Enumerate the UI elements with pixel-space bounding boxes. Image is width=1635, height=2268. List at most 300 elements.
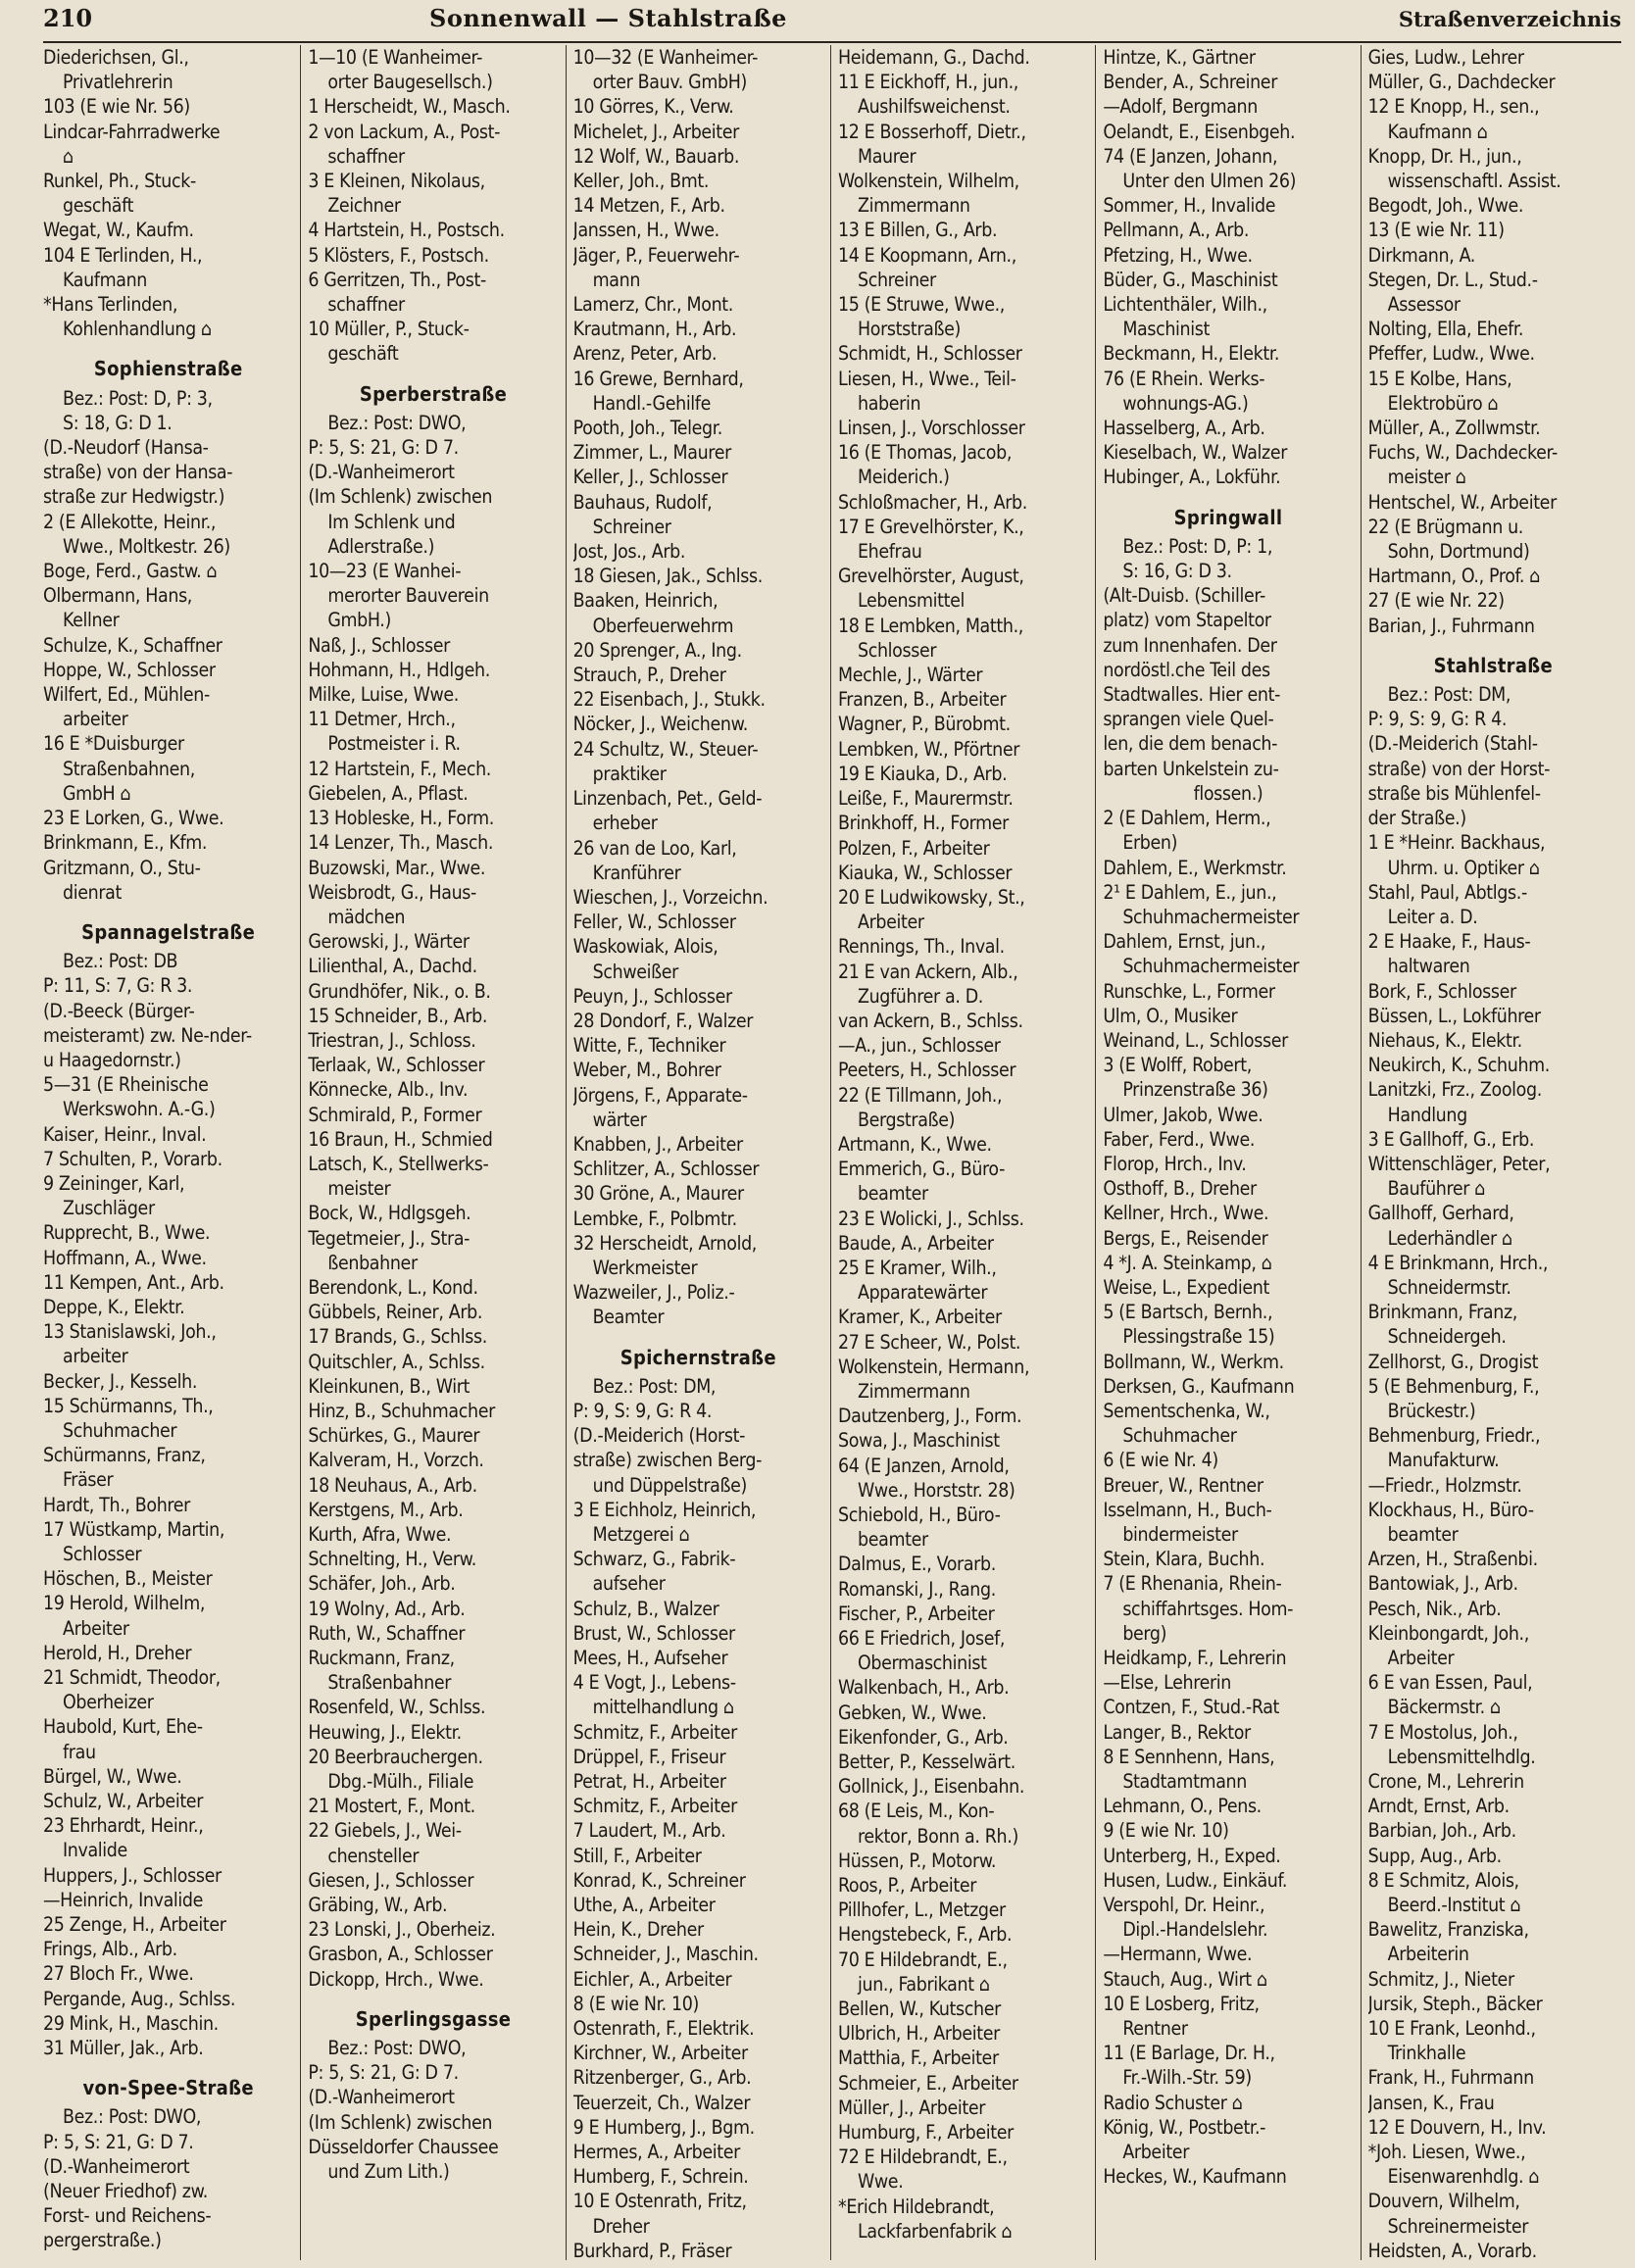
directory-entry: Eikenfonder, G., Arb. bbox=[837, 1725, 1009, 1749]
directory-entry: 19 E Kiauka, D., Arb. bbox=[837, 762, 1008, 785]
directory-entry: 19 Herold, Wilhelm, bbox=[43, 1592, 206, 1615]
directory-entry: 13 Stanislawski, Joh., bbox=[43, 1320, 217, 1344]
street-heading: Spannagelstraße bbox=[81, 919, 256, 944]
directory-entry: Boge, Ferd., Gastw. ⌂ bbox=[43, 560, 218, 583]
directory-entry: Deppe, K., Elektr. bbox=[43, 1295, 185, 1318]
directory-entry: 13 Hobleske, H., Form. bbox=[308, 807, 494, 830]
directory-entry: Bez.: Post: D, P: 3, bbox=[63, 386, 213, 410]
directory-entry: Gollnick, J., Eisenbahn. bbox=[837, 1775, 1025, 1799]
column-3 bbox=[567, 45, 831, 2260]
directory-entry: mädchen bbox=[327, 905, 406, 928]
directory-entry: 12 E Knopp, H., sen., bbox=[1367, 95, 1540, 119]
directory-entry: Humburg, F., Arbeiter bbox=[837, 2121, 1014, 2145]
directory-entry: Isselmann, H., Buch- bbox=[1103, 1498, 1272, 1521]
directory-entry: Bäckermstr. ⌂ bbox=[1387, 1696, 1501, 1719]
directory-entry: Heuwing, J., Elektr. bbox=[308, 1720, 462, 1744]
directory-entry: (D.-Wanheimerort bbox=[43, 2154, 190, 2178]
directory-entry: straße bis Mühlenfel- bbox=[1367, 781, 1541, 805]
directory-entry: Bellen, W., Kutscher bbox=[837, 1997, 1001, 2021]
directory-entry: Triestran, J., Schloss. bbox=[308, 1028, 476, 1052]
directory-entry: Hartmann, O., Prof. ⌂ bbox=[1367, 565, 1541, 588]
directory-entry: P: 9, S: 9, G: R 4. bbox=[572, 1399, 713, 1422]
directory-entry: Milke, Luise, Wwe. bbox=[308, 683, 459, 707]
directory-entry: Peuyn, J., Schlosser bbox=[572, 984, 732, 1008]
directory-entry: Kaufmann bbox=[63, 268, 147, 291]
directory-entry: 4 *J. A. Steinkamp, ⌂ bbox=[1103, 1251, 1272, 1274]
directory-entry: Lichtenthäler, Wilh., bbox=[1103, 293, 1267, 317]
directory-entry: schiffahrtsges. Hom- bbox=[1122, 1597, 1294, 1620]
directory-entry: Düsseldorfer Chaussee bbox=[308, 2135, 499, 2158]
directory-entry: bindermeister bbox=[1122, 1522, 1238, 1546]
directory-entry: Bez.: Post: DM, bbox=[592, 1374, 717, 1398]
directory-entry: Lackfarbenfabrik ⌂ bbox=[857, 2219, 1013, 2243]
directory-entry: Obermaschinist bbox=[857, 1652, 987, 1675]
directory-entry: Apparatewärter bbox=[857, 1281, 988, 1305]
directory-entry: 4 E Brinkmann, Hrch., bbox=[1367, 1251, 1549, 1274]
directory-entry: Schuhmachermeister bbox=[1122, 955, 1300, 978]
directory-entry: Brinkhoff, H., Former bbox=[837, 812, 1009, 835]
directory-entry: Zuschläger bbox=[63, 1197, 155, 1220]
directory-entry: Fuchs, W., Dachdecker- bbox=[1367, 441, 1558, 465]
directory-entry: Pesch, Nik., Arb. bbox=[1367, 1597, 1502, 1620]
directory-entry: 2 (E Allekotte, Heinr., bbox=[43, 510, 217, 533]
running-title: Sonnenwall — Stahlstraße bbox=[429, 4, 787, 32]
directory-entry: Uhrm. u. Optiker ⌂ bbox=[1387, 856, 1540, 879]
directory-entry: Barbian, Joh., Arb. bbox=[1367, 1819, 1516, 1843]
directory-entry: Konrad, K., Schreiner bbox=[572, 1868, 746, 1892]
directory-entry: 32 Herscheidt, Arnold, bbox=[572, 1231, 757, 1255]
directory-entry: Berendonk, L., Kond. bbox=[308, 1275, 478, 1299]
directory-entry: Handlung bbox=[1387, 1103, 1467, 1126]
directory-entry: sprangen viele Quel- bbox=[1103, 708, 1274, 731]
directory-entry: —Adolf, Bergmann bbox=[1103, 95, 1258, 119]
directory-entry: Gübbels, Reiner, Arb. bbox=[308, 1301, 483, 1324]
directory-entry: 23 E Lorken, G., Wwe. bbox=[43, 807, 224, 830]
directory-entry: 10 Görres, K., Verw. bbox=[572, 95, 734, 119]
directory-entry: Runkel, Ph., Stuck- bbox=[43, 170, 196, 193]
directory-entry: Wwe. bbox=[857, 2170, 904, 2194]
directory-entry: Bauhaus, Rudolf, bbox=[572, 490, 713, 514]
directory-entry: Crone, M., Lehrerin bbox=[1367, 1770, 1524, 1794]
directory-entry: 9 Zeininger, Karl, bbox=[43, 1171, 185, 1195]
directory-entry: Dbg.-Mülh., Filiale bbox=[327, 1770, 474, 1794]
directory-entry: 21 E van Ackern, Alb., bbox=[837, 960, 1018, 983]
directory-entry: 27 E Scheer, W., Polst. bbox=[837, 1330, 1021, 1354]
directory-entry: Stein, Klara, Buchh. bbox=[1103, 1548, 1265, 1571]
column-4 bbox=[831, 45, 1096, 2260]
directory-entry: Bork, F., Schlosser bbox=[1367, 979, 1516, 1003]
directory-entry: Gerowski, J., Wärter bbox=[308, 930, 470, 954]
directory-entry: 5 (E Bartsch, Bernh., bbox=[1103, 1301, 1273, 1324]
directory-entry: 8 E Sennhenn, Hans, bbox=[1103, 1745, 1275, 1768]
directory-entry: wärter bbox=[592, 1108, 647, 1131]
directory-entry: Forst- und Reichens- bbox=[43, 2204, 212, 2228]
directory-entry: Heckes, W., Kaufmann bbox=[1103, 2165, 1287, 2189]
directory-entry: Lebensmittelhdlg. bbox=[1387, 1745, 1536, 1768]
directory-entry: Unter den Ulmen 26) bbox=[1122, 170, 1297, 193]
directory-entry: Wilfert, Ed., Mühlen- bbox=[43, 683, 210, 707]
directory-entry: Quitschler, A., Schlss. bbox=[308, 1350, 485, 1373]
directory-entry: Klockhaus, H., Büro- bbox=[1367, 1498, 1534, 1521]
directory-entry: Better, P., Kesselwärt. bbox=[837, 1750, 1016, 1774]
directory-entry: merorter Bauverein bbox=[327, 584, 489, 608]
directory-entry: Uthe, A., Arbeiter bbox=[572, 1894, 716, 1917]
directory-entry: Baude, A., Arbeiter bbox=[837, 1231, 994, 1255]
directory-entry: 4 Hartstein, H., Postsch. bbox=[308, 219, 505, 242]
directory-entry: —A., jun., Schlosser bbox=[837, 1034, 1001, 1058]
directory-entry: (D.-Wanheimerort bbox=[308, 2086, 455, 2109]
directory-entry: 23 Ehrhardt, Heinr., bbox=[43, 1814, 204, 1838]
directory-entry: Supp, Aug., Arb. bbox=[1367, 1844, 1502, 1867]
directory-entry: 6 (E wie Nr. 4) bbox=[1103, 1449, 1218, 1472]
directory-entry: Strauch, P., Dreher bbox=[572, 664, 726, 687]
directory-entry: Horststraße) bbox=[857, 318, 961, 341]
directory-entry: Privatlehrerin bbox=[63, 71, 173, 94]
directory-entry: 10 Müller, P., Stuck- bbox=[308, 318, 470, 341]
directory-entry: Verspohl, Dr. Heinr., bbox=[1103, 1894, 1265, 1917]
directory-entry: zum Innenhafen. Der bbox=[1103, 633, 1277, 657]
directory-entry: Wwe., Moltkestr. 26) bbox=[63, 534, 230, 558]
directory-entry: Wegat, W., Kaufm. bbox=[43, 219, 194, 242]
directory-entry: geschäft bbox=[63, 194, 134, 218]
directory-entry: Nolting, Ella, Ehefr. bbox=[1367, 318, 1524, 341]
directory-entry: Brinkmann, Franz, bbox=[1367, 1301, 1517, 1324]
directory-entry: Grundhöfer, Nik., o. B. bbox=[308, 979, 491, 1003]
directory-entry: 19 Wolny, Ad., Arb. bbox=[308, 1597, 466, 1620]
directory-entry: 2 (E Dahlem, Herm., bbox=[1103, 807, 1271, 830]
directory-entry: 103 (E wie Nr. 56) bbox=[43, 95, 190, 119]
directory-entry: *Hans Terlinden, bbox=[43, 293, 178, 317]
directory-entry: Pillhofer, L., Metzger bbox=[837, 1898, 1006, 1922]
directory-entry: Wieschen, J., Vorzeichn. bbox=[572, 885, 768, 909]
directory-entry: Bürgel, W., Wwe. bbox=[43, 1764, 182, 1788]
directory-entry: Krautmann, H., Arb. bbox=[572, 318, 737, 341]
directory-entry: haberin bbox=[857, 391, 921, 415]
directory-entry: mittelhandlung ⌂ bbox=[592, 1696, 734, 1719]
directory-entry: Gies, Ludw., Lehrer bbox=[1367, 46, 1524, 69]
street-heading: von-Spee-Straße bbox=[82, 2076, 254, 2100]
directory-entry: Hentschel, W., Arbeiter bbox=[1367, 490, 1557, 514]
directory-entry: 22 (E Tillmann, Joh., bbox=[837, 1083, 1003, 1107]
directory-entry: Pellmann, A., Arb. bbox=[1103, 219, 1250, 242]
directory-entry: P: 5, S: 21, G: D 7. bbox=[43, 2130, 194, 2153]
columns bbox=[43, 45, 1625, 2260]
directory-entry: Bollmann, W., Werkm. bbox=[1103, 1350, 1284, 1373]
directory-entry: Schneidermstr. bbox=[1387, 1275, 1511, 1299]
directory-entry: Zimmer, L., Maurer bbox=[572, 441, 731, 465]
directory-entry: Schulz, B., Walzer bbox=[572, 1597, 719, 1620]
directory-entry: 23 Lonski, J., Oberheiz. bbox=[308, 1918, 496, 1942]
directory-entry: Bender, A., Schreiner bbox=[1103, 71, 1278, 94]
directory-entry: 15 Schneider, B., Arb. bbox=[308, 1004, 488, 1027]
directory-entry: 66 E Friedrich, Josef, bbox=[837, 1627, 1006, 1650]
directory-entry: Wwe., Horststr. 28) bbox=[857, 1478, 1016, 1502]
directory-entry: und Zum Lith.) bbox=[327, 2160, 450, 2184]
directory-entry: Lembken, W., Pförtner bbox=[837, 737, 1020, 761]
directory-entry: 16 E *Duisburger bbox=[43, 732, 184, 756]
directory-entry: Wittenschläger, Peter, bbox=[1367, 1152, 1551, 1175]
directory-entry: Ulmer, Jakob, Wwe. bbox=[1103, 1103, 1263, 1126]
directory-entry: Schneider, J., Maschin. bbox=[572, 1943, 759, 1966]
directory-entry: 17 E Grevelhörster, K., bbox=[837, 515, 1024, 538]
directory-entry: Artmann, K., Wwe. bbox=[837, 1132, 992, 1156]
directory-entry: Begodt, Joh., Wwe. bbox=[1367, 194, 1524, 218]
directory-entry: Invalide bbox=[63, 1839, 127, 1862]
directory-entry: Lehmann, O., Pens. bbox=[1103, 1795, 1262, 1818]
directory-entry: Müller, G., Dachdecker bbox=[1367, 71, 1556, 94]
directory-entry: 9 E Humberg, J., Bgm. bbox=[572, 2115, 755, 2139]
directory-entry: 27 (E wie Nr. 22) bbox=[1367, 589, 1505, 613]
directory-entry: 20 E Ludwikowsky, St., bbox=[837, 885, 1025, 909]
directory-entry: Faber, Ferd., Wwe. bbox=[1103, 1127, 1256, 1151]
directory-entry: Schiebold, H., Büro- bbox=[837, 1503, 1001, 1526]
directory-entry: (Im Schlenk) zwischen bbox=[308, 485, 493, 509]
directory-entry: 14 E Koopmann, Arn., bbox=[837, 243, 1016, 267]
directory-entry: 15 E Kolbe, Hans, bbox=[1367, 367, 1512, 390]
directory-entry: 5 (E Behmenburg, F., bbox=[1367, 1374, 1540, 1398]
directory-entry: 22 (E Brügmann u. bbox=[1367, 515, 1523, 538]
directory-entry: Beerd.-Institut ⌂ bbox=[1387, 1894, 1521, 1917]
directory-entry: 12 E Bosserhoff, Dietr., bbox=[837, 120, 1026, 143]
directory-entry: praktiker bbox=[592, 762, 667, 785]
directory-entry: Bez.: Post: DM, bbox=[1387, 683, 1511, 707]
directory-entry: Keller, Joh., Bmt. bbox=[572, 170, 710, 193]
directory-entry: 10—23 (E Wanhei- bbox=[308, 560, 462, 583]
directory-entry: Kieselbach, W., Walzer bbox=[1103, 441, 1288, 465]
page-number: 210 bbox=[43, 4, 93, 32]
directory-entry: Kleinbongardt, Joh., bbox=[1367, 1621, 1529, 1645]
directory-entry: Herold, H., Dreher bbox=[43, 1641, 192, 1664]
directory-entry: 11 (E Barlage, Dr. H., bbox=[1103, 2042, 1275, 2065]
directory-entry: Schreinermeister bbox=[1387, 2214, 1529, 2238]
directory-entry: Oelandt, E., Eisenbgeh. bbox=[1103, 120, 1296, 143]
directory-entry: P: 9, S: 9, G: R 4. bbox=[1367, 708, 1508, 731]
directory-entry: chensteller bbox=[327, 1844, 420, 1867]
directory-entry: 7 (E Rhenania, Rhein- bbox=[1103, 1572, 1282, 1596]
directory-entry: (Neuer Friedhof) zw. bbox=[43, 2180, 208, 2203]
directory-entry: Trinkhalle bbox=[1387, 2042, 1466, 2065]
directory-entry: Hein, K., Dreher bbox=[572, 1918, 704, 1942]
directory-entry: Liesen, H., Wwe., Teil- bbox=[837, 367, 1016, 390]
directory-entry: Wazweiler, J., Poliz.- bbox=[572, 1281, 735, 1305]
directory-entry: (Im Schlenk) zwischen bbox=[308, 2110, 493, 2134]
directory-entry: barten Unkelstein zu- bbox=[1103, 757, 1279, 780]
directory-entry: mann bbox=[592, 268, 641, 291]
directory-entry: Grevelhörster, August, bbox=[837, 565, 1024, 588]
directory-entry: 24 Schultz, W., Steuer- bbox=[572, 737, 759, 761]
directory-entry: Ruth, W., Schaffner bbox=[308, 1621, 466, 1645]
directory-entry: 1 E *Heinr. Backhaus, bbox=[1367, 831, 1546, 855]
directory-entry: 22 Giebels, J., Wei- bbox=[308, 1819, 462, 1843]
directory-entry: Pooth, Joh., Telegr. bbox=[572, 417, 722, 440]
directory-entry: Sementschenka, W., bbox=[1103, 1399, 1270, 1422]
directory-entry: Leiter a. D. bbox=[1387, 905, 1478, 928]
directory-entry: Arzen, H., Straßenbi. bbox=[1367, 1548, 1538, 1571]
directory-entry: Schweißer bbox=[592, 960, 678, 983]
directory-entry: rektor, Bonn a. Rh.) bbox=[857, 1824, 1018, 1848]
directory-entry: beamter bbox=[1387, 1522, 1459, 1546]
directory-entry: straße) von der Hansa- bbox=[43, 461, 233, 484]
directory-entry: König, W., Postbetr.- bbox=[1103, 2115, 1266, 2139]
directory-entry: Ehefrau bbox=[857, 540, 922, 564]
directory-entry: Bock, W., Hdlgsgeh. bbox=[308, 1202, 471, 1225]
directory-entry: Grasbon, A., Schlosser bbox=[308, 1943, 493, 1966]
directory-entry: 6 Gerritzen, Th., Post- bbox=[308, 268, 486, 291]
directory-entry: Douvern, Wilhelm, bbox=[1367, 2190, 1520, 2213]
directory-entry: Bez.: Post: DWO, bbox=[63, 2105, 202, 2129]
directory-entry: meisteramt) zw. Ne-nder- bbox=[43, 1023, 252, 1047]
directory-entry: Terlaak, W., Schlosser bbox=[308, 1054, 485, 1077]
directory-entry: straße zur Hedwigstr.) bbox=[43, 485, 225, 509]
directory-entry: Huppers, J., Schlosser bbox=[43, 1863, 222, 1887]
directory-entry: Schuhmachermeister bbox=[1122, 905, 1300, 928]
directory-entry: 21 Mostert, F., Mont. bbox=[308, 1795, 475, 1818]
directory-entry: Diederichsen, Gl., bbox=[43, 46, 189, 69]
directory-entry: 13 (E wie Nr. 11) bbox=[1367, 219, 1505, 242]
directory-entry: 29 Mink, H., Maschin. bbox=[43, 2011, 219, 2035]
directory-entry: Walkenbach, H., Arb. bbox=[837, 1676, 1010, 1700]
directory-entry: Arbeiter bbox=[1122, 2141, 1190, 2164]
directory-entry: wohnungs-AG.) bbox=[1122, 391, 1249, 415]
directory-entry: der Straße.) bbox=[1367, 807, 1466, 830]
directory-entry: beamter bbox=[857, 1182, 928, 1206]
directory-entry: 64 (E Janzen, Arnold, bbox=[837, 1454, 1010, 1477]
directory-entry: Zellhorst, G., Drogist bbox=[1367, 1350, 1539, 1373]
directory-entry: 18 Neuhaus, A., Arb. bbox=[308, 1473, 477, 1497]
directory-entry: Kramer, K., Arbeiter bbox=[837, 1306, 1002, 1329]
directory-entry: Kohlenhandlung ⌂ bbox=[63, 318, 212, 341]
directory-entry: Sohn, Dortmund) bbox=[1387, 540, 1530, 564]
directory-entry: Kellner bbox=[63, 609, 120, 632]
directory-entry: Sowa, J., Maschinist bbox=[837, 1429, 1000, 1453]
directory-entry: Maschinist bbox=[1122, 318, 1210, 341]
directory-entry: Dreher bbox=[592, 2214, 650, 2238]
directory-entry: Elektrobüro ⌂ bbox=[1387, 391, 1499, 415]
directory-entry: Bawelitz, Franziska, bbox=[1367, 1918, 1529, 1942]
directory-entry: 11 E Eickhoff, H., jun., bbox=[837, 71, 1018, 94]
directory-entry: Matthia, F., Arbeiter bbox=[837, 2046, 999, 2070]
directory-entry: Oberheizer bbox=[63, 1691, 154, 1714]
directory-entry: Assessor bbox=[1387, 293, 1461, 317]
directory-entry: und Düppelstraße) bbox=[592, 1473, 747, 1497]
directory-entry: Im Schlenk und bbox=[327, 510, 456, 533]
directory-entry: Schnelting, H., Verw. bbox=[308, 1548, 476, 1571]
directory-entry: Feller, W., Schlosser bbox=[572, 911, 736, 934]
directory-entry: Gallhoff, Gerhard, bbox=[1367, 1202, 1514, 1225]
directory-entry: Hüssen, P., Motorw. bbox=[837, 1849, 997, 1872]
directory-entry: 7 Laudert, M., Arb. bbox=[572, 1819, 726, 1843]
directory-entry: Husen, Ludw., Einkäuf. bbox=[1103, 1868, 1288, 1892]
directory-entry: Zeichner bbox=[327, 194, 401, 218]
column-6 bbox=[1362, 45, 1625, 2260]
street-heading: Springwall bbox=[1173, 505, 1283, 529]
directory-entry: Maurer bbox=[857, 144, 917, 168]
directory-entry: Baaken, Heinrich, bbox=[572, 589, 718, 613]
directory-entry: Bez.: Post: DB bbox=[63, 950, 178, 973]
directory-entry: schaffner bbox=[327, 293, 405, 317]
street-heading: Sperberstraße bbox=[359, 381, 508, 406]
directory-entry: Giesen, J., Schlosser bbox=[308, 1868, 474, 1892]
directory-entry: 2¹ E Dahlem, E., jun., bbox=[1103, 880, 1277, 904]
directory-entry: (D.-Meiderich (Horst- bbox=[572, 1424, 746, 1448]
directory-entry: Bergstraße) bbox=[857, 1108, 956, 1131]
directory-entry: 26 van de Loo, Karl, bbox=[572, 836, 737, 860]
directory-entry: 10 E Losberg, Fritz, bbox=[1103, 1992, 1260, 2015]
directory-entry: S: 16, G: D 3. bbox=[1122, 560, 1232, 583]
directory-entry: Witte, F., Techniker bbox=[572, 1034, 726, 1058]
directory-entry: Schmitz, F., Arbeiter bbox=[572, 1720, 737, 1744]
directory-entry: Langer, B., Rektor bbox=[1103, 1720, 1251, 1744]
directory-entry: 17 Wüstkamp, Martin, bbox=[43, 1517, 225, 1541]
street-heading: Stahlstraße bbox=[1433, 653, 1554, 677]
directory-entry: Bantowiak, J., Arb. bbox=[1367, 1572, 1518, 1596]
directory-entry: Kurth, Afra, Wwe. bbox=[308, 1522, 452, 1546]
directory-entry: —Heinrich, Invalide bbox=[43, 1888, 204, 1911]
section-title: Straßenverzeichnis bbox=[1398, 7, 1621, 31]
directory-entry: aufseher bbox=[592, 1572, 666, 1596]
directory-entry: Linzenbach, Pet., Geld- bbox=[572, 787, 763, 811]
directory-entry: Arbeiter bbox=[63, 1616, 129, 1640]
directory-entry: Metzgerei ⌂ bbox=[592, 1522, 690, 1546]
directory-entry: frau bbox=[63, 1740, 96, 1763]
directory-entry: Jäger, P., Feuerwehr- bbox=[572, 243, 740, 267]
directory-entry: Hoppe, W., Schlosser bbox=[43, 658, 216, 681]
directory-entry: 20 Sprenger, A., Ing. bbox=[572, 638, 742, 662]
directory-entry: 74 (E Janzen, Johann, bbox=[1103, 144, 1278, 168]
directory-entry: Müller, J., Arbeiter bbox=[837, 2095, 986, 2119]
directory-entry: Mechle, J., Wärter bbox=[837, 664, 983, 687]
directory-entry: 5—31 (E Rheinische bbox=[43, 1073, 209, 1097]
directory-entry: Florop, Hrch., Inv. bbox=[1103, 1152, 1247, 1175]
directory-entry: Beamter bbox=[592, 1306, 665, 1329]
directory-entry: Hasselberg, A., Arb. bbox=[1103, 417, 1265, 440]
directory-entry: Schreiner bbox=[857, 268, 936, 291]
directory-entry: nordöstl.che Teil des bbox=[1103, 658, 1270, 681]
directory-entry: Linsen, J., Vorschlosser bbox=[837, 417, 1025, 440]
directory-entry: P: 11, S: 7, G: R 3. bbox=[43, 974, 193, 998]
directory-entry: Bez.: Post: DWO, bbox=[327, 2037, 467, 2060]
directory-entry: Werkmeister bbox=[592, 1256, 698, 1279]
directory-entry: Rennings, Th., Inval. bbox=[837, 935, 1005, 959]
directory-entry: 14 Metzen, F., Arb. bbox=[572, 194, 725, 218]
directory-entry: beamter bbox=[857, 1528, 928, 1552]
directory-entry: Behmenburg, Friedr., bbox=[1367, 1424, 1541, 1448]
directory-entry: Schmidt, H., Schlosser bbox=[837, 342, 1022, 366]
directory-entry: Heidkamp, F., Lehrerin bbox=[1103, 1647, 1287, 1669]
directory-entry: Drüppel, F., Friseur bbox=[572, 1745, 726, 1768]
directory-entry: platz) vom Stapeltor bbox=[1103, 609, 1271, 632]
directory-entry: 68 (E Leis, M., Kon- bbox=[837, 1800, 995, 1823]
directory-entry: Ruckmann, Franz, bbox=[308, 1647, 455, 1669]
column-5 bbox=[1096, 45, 1361, 2260]
directory-entry: Knabben, J., Arbeiter bbox=[572, 1132, 743, 1156]
directory-entry: (D.-Wanheimerort bbox=[308, 461, 455, 484]
directory-entry: Pfetzing, H., Wwe. bbox=[1103, 243, 1253, 267]
directory-entry: Ritzenberger, G., Arb. bbox=[572, 2066, 752, 2090]
directory-entry: Michelet, J., Arbeiter bbox=[572, 120, 740, 143]
directory-entry: Dipl.-Handelslehr. bbox=[1122, 1918, 1268, 1942]
directory-entry: P: 5, S: 21, G: D 7. bbox=[308, 436, 459, 460]
directory-entry: 28 Dondorf, F., Walzer bbox=[572, 1009, 754, 1032]
directory-entry: Wolkenstein, Wilhelm, bbox=[837, 170, 1019, 193]
directory-entry: Burkhard, P., Fräser bbox=[572, 2239, 732, 2260]
directory-entry: Schmitz, F., Arbeiter bbox=[572, 1795, 737, 1818]
directory-entry: Straßenbahnen, bbox=[63, 757, 195, 780]
directory-entry: Romanski, J., Rang. bbox=[837, 1577, 996, 1601]
directory-entry: straße) von der Horst- bbox=[1367, 757, 1551, 780]
directory-entry: Kirchner, W., Arbeiter bbox=[572, 2042, 748, 2065]
directory-entry: flossen.) bbox=[1193, 781, 1263, 805]
